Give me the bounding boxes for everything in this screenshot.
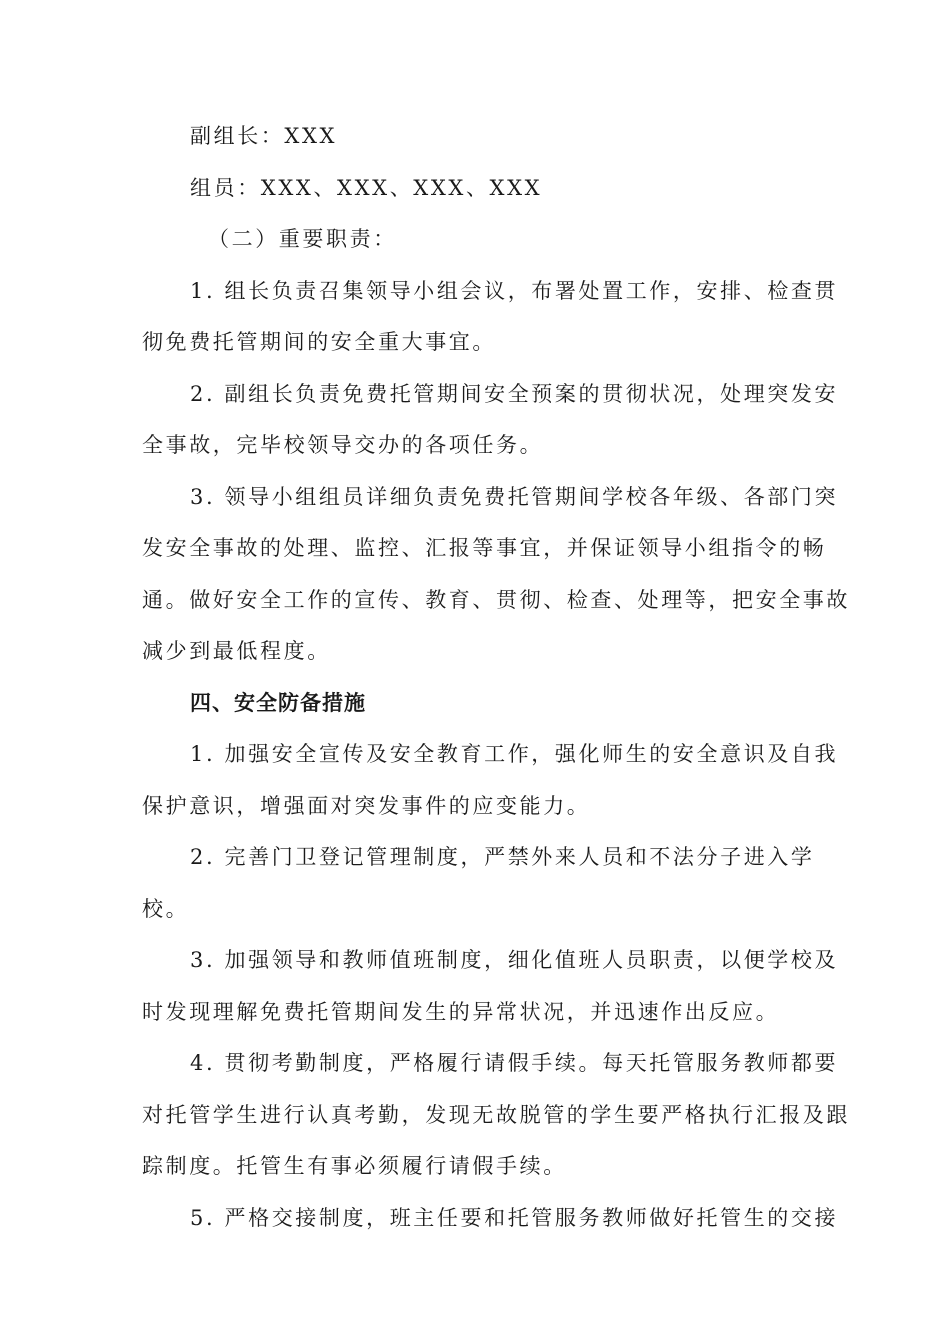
section-heading: 四、安全防备措施 [190,690,366,715]
paragraph-line: 1. 组长负责召集领导小组会议，布署处置工作，安排、检查贯 [190,278,839,303]
paragraph-line: 彻免费托管期间的安全重大事宜。 [142,330,496,354]
members-line: 组员：XXX、XXX、XXX、XXX [190,175,543,200]
paragraph-line: 1. 加强安全宣传及安全教育工作，强化师生的安全意识及自我 [190,742,839,766]
paragraph-line: 时发现理解免费托管期间发生的异常状况，并迅速作出反应。 [142,999,780,1024]
paragraph-line: 减少到最低程度。 [142,639,331,663]
paragraph-line: 对托管学生进行认真考勤，发现无故脱管的学生要严格执行汇报及跟 [142,1102,850,1127]
deputy-leader-line: 副组长：XXX [190,124,338,148]
paragraph-line: 5. 严格交接制度，班主任要和托管服务教师做好托管生的交接 [190,1205,839,1230]
paragraph-line: 2. 完善门卫登记管理制度，严禁外来人员和不法分子进入学 [190,845,815,869]
paragraph-line: 4. 贯彻考勤制度，严格履行请假手续。每天托管服务教师都要 [190,1051,839,1075]
paragraph-line: 2. 副组长负责免费托管期间安全预案的贯彻状况，处理突发安 [190,381,839,406]
section-subheading: （二）重要职责： [208,227,397,251]
paragraph-line: 3. 加强领导和教师值班制度，细化值班人员职责，以便学校及 [190,948,839,972]
paragraph-line: 全事故，完毕校领导交办的各项任务。 [142,433,544,457]
paragraph-line: 3. 领导小组组员详细负责免费托管期间学校各年级、各部门突 [190,484,839,509]
paragraph-line: 踪制度。托管生有事必须履行请假手续。 [142,1154,567,1178]
paragraph-line: 发安全事故的处理、监控、汇报等事宜，并保证领导小组指令的畅 [142,536,827,560]
paragraph-line: 保护意识，增强面对突发事件的应变能力。 [142,793,591,818]
document-body [142,111,850,1244]
paragraph-line: 通。做好安全工作的宣传、教育、贯彻、检查、处理等，把安全事故 [142,587,850,612]
paragraph-line: 校。 [142,896,190,921]
